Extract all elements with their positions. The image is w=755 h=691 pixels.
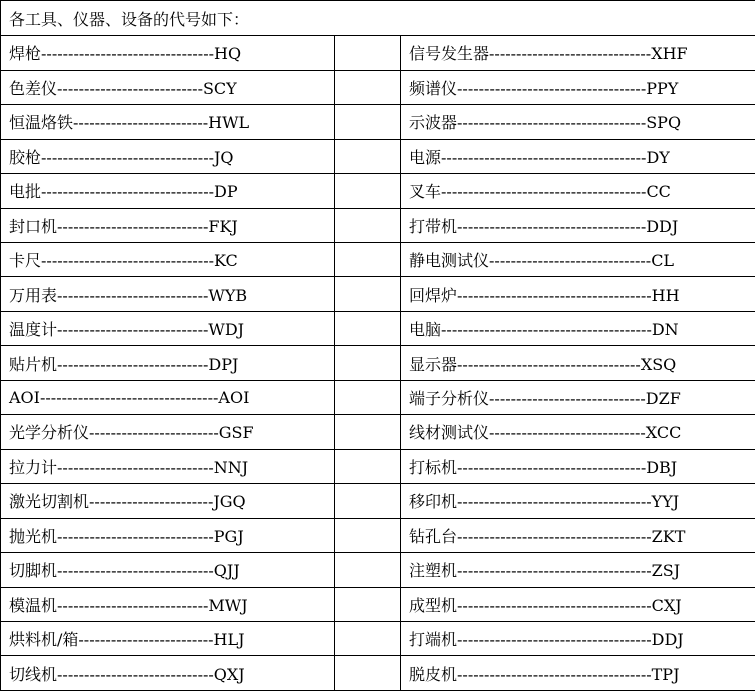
left-item-cell: 切线机-----------------------------QXJ	[1, 656, 335, 691]
empty-gap-cell	[335, 277, 401, 311]
right-item-cell: 示波器-----------------------------------SPQ	[401, 105, 755, 139]
table-row	[1, 587, 755, 621]
right-item-cell: 线材测试仪-----------------------------XCC	[401, 415, 755, 449]
left-item-cell: 光学分析仪------------------------GSF	[1, 415, 335, 449]
right-item-cell: 静电测试仪------------------------------CL	[401, 242, 755, 276]
table-row	[1, 346, 755, 380]
empty-gap-cell	[335, 139, 401, 173]
empty-gap-cell	[335, 380, 401, 414]
right-item-cell: 打端机------------------------------------DDJ	[401, 621, 755, 655]
empty-gap-cell	[335, 36, 401, 70]
empty-gap-cell	[335, 553, 401, 587]
empty-gap-cell	[335, 208, 401, 242]
table-row	[1, 70, 755, 104]
right-item-cell: 回焊炉------------------------------------HH	[401, 277, 755, 311]
empty-gap-cell	[335, 174, 401, 208]
title-row	[1, 1, 755, 36]
table-row	[1, 174, 755, 208]
empty-gap-cell	[335, 105, 401, 139]
right-item-cell: 频谱仪-----------------------------------PPY	[401, 70, 755, 104]
table-row	[1, 553, 755, 587]
left-item-cell: 模温机----------------------------MWJ	[1, 587, 335, 621]
left-item-cell: 温度计----------------------------WDJ	[1, 311, 335, 345]
right-item-cell: 移印机------------------------------------YYJ	[401, 484, 755, 518]
right-item-cell: 注塑机------------------------------------ZSJ	[401, 553, 755, 587]
empty-gap-cell	[335, 311, 401, 345]
left-item-cell: 电批--------------------------------DP	[1, 174, 335, 208]
left-item-cell: 封口机----------------------------FKJ	[1, 208, 335, 242]
table-row	[1, 518, 755, 552]
empty-gap-cell	[335, 587, 401, 621]
empty-gap-cell	[335, 415, 401, 449]
right-item-cell: 打标机-----------------------------------DBJ	[401, 449, 755, 483]
table-row	[1, 311, 755, 345]
right-item-cell: 打带机-----------------------------------DDJ	[401, 208, 755, 242]
empty-gap-cell	[335, 346, 401, 380]
table-row	[1, 36, 755, 70]
left-item-cell: 万用表----------------------------WYB	[1, 277, 335, 311]
empty-gap-cell	[335, 70, 401, 104]
table-row	[1, 380, 755, 414]
right-item-cell: 成型机------------------------------------CXJ	[401, 587, 755, 621]
table-row	[1, 277, 755, 311]
right-item-cell: 信号发生器------------------------------XHF	[401, 36, 755, 70]
table-body	[1, 1, 755, 691]
right-item-cell: 钻孔台------------------------------------ZKT	[401, 518, 755, 552]
right-item-cell: 叉车--------------------------------------CC	[401, 174, 755, 208]
left-item-cell: 拉力计-----------------------------NNJ	[1, 449, 335, 483]
right-item-cell: 端子分析仪-----------------------------DZF	[401, 380, 755, 414]
right-item-cell: 显示器----------------------------------XSQ	[401, 346, 755, 380]
table-title: 各工具、仪器、设备的代号如下：	[1, 1, 755, 36]
right-item-cell: 电脑---------------------------------------DN	[401, 311, 755, 345]
left-item-cell: 贴片机----------------------------DPJ	[1, 346, 335, 380]
empty-gap-cell	[335, 242, 401, 276]
right-item-cell: 电源--------------------------------------DY	[401, 139, 755, 173]
table-row	[1, 139, 755, 173]
left-item-cell: AOI---------------------------------AOI	[1, 380, 335, 414]
left-item-cell: 激光切割机-----------------------JGQ	[1, 484, 335, 518]
table-row	[1, 242, 755, 276]
left-item-cell: 焊枪--------------------------------HQ	[1, 36, 335, 70]
table-row	[1, 449, 755, 483]
table-row	[1, 484, 755, 518]
empty-gap-cell	[335, 621, 401, 655]
empty-gap-cell	[335, 449, 401, 483]
left-item-cell: 烘料机/箱-------------------------HLJ	[1, 621, 335, 655]
left-item-cell: 抛光机-----------------------------PGJ	[1, 518, 335, 552]
left-item-cell: 卡尺--------------------------------KC	[1, 242, 335, 276]
table-row	[1, 621, 755, 655]
empty-gap-cell	[335, 484, 401, 518]
right-item-cell: 脱皮机------------------------------------TPJ	[401, 656, 755, 691]
left-item-cell: 恒温烙铁-------------------------HWL	[1, 105, 335, 139]
empty-gap-cell	[335, 518, 401, 552]
left-item-cell: 色差仪---------------------------SCY	[1, 70, 335, 104]
left-item-cell: 切脚机-----------------------------QJJ	[1, 553, 335, 587]
table-row	[1, 656, 755, 691]
table-row	[1, 105, 755, 139]
table-row	[1, 415, 755, 449]
left-item-cell: 胶枪--------------------------------JQ	[1, 139, 335, 173]
empty-gap-cell	[335, 656, 401, 691]
table-row	[1, 208, 755, 242]
